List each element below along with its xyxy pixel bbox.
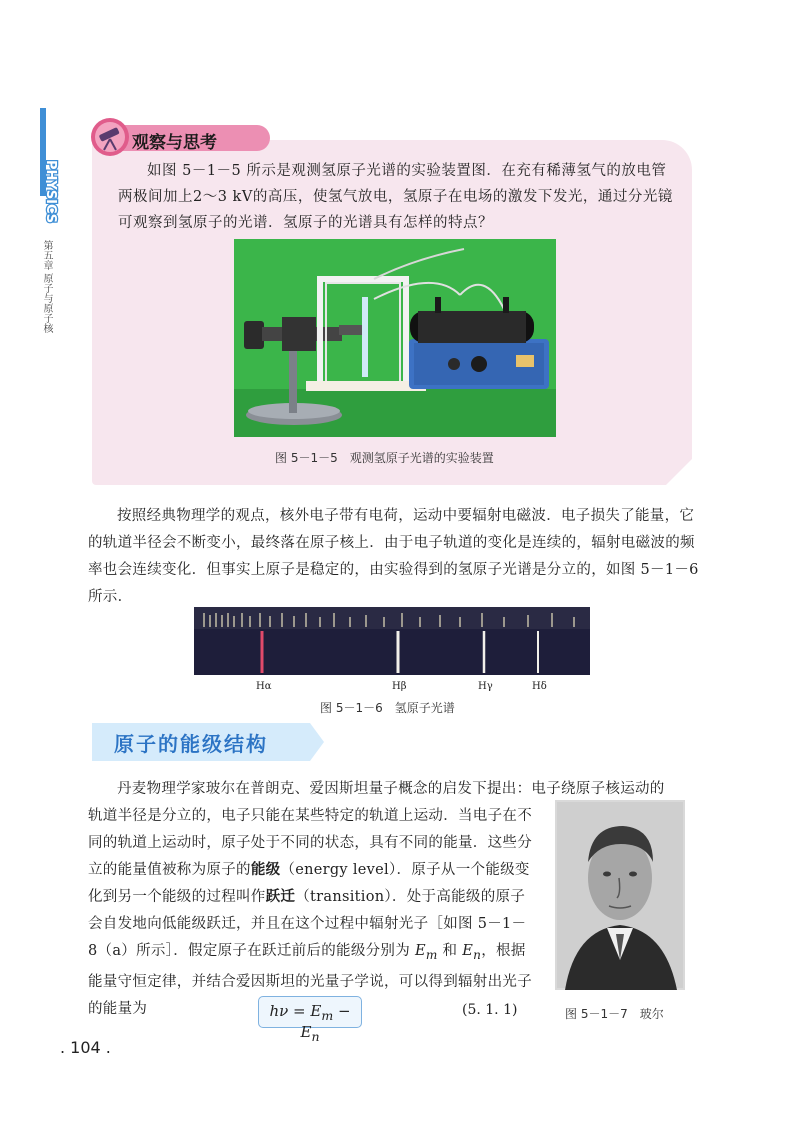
- figure-5-1-7-caption: 图 5－1－7 玻尔: [565, 1007, 664, 1021]
- hydrogen-spectrum-apparatus-photo: [234, 239, 556, 437]
- bohr-body-b: （energy level）．原子从一个能级变化到另一个能级的过程叫作: [88, 862, 530, 905]
- chapter-label: 第五章 原子与原子核: [41, 240, 52, 334]
- page-number: . 104 .: [60, 1038, 111, 1057]
- h-alpha-label: Hα: [256, 681, 272, 692]
- bohr-body-d: ，根据能量守恒定律，并结合爱因斯坦的光量子学说，可以得到辐射出光子的能量为: [88, 943, 532, 1017]
- energy-em: $E_m$: [414, 943, 438, 962]
- section-title: 原子的能级结构: [114, 732, 268, 756]
- h-delta-label: Hδ: [532, 681, 547, 692]
- paragraph-bohr-body: [88, 803, 533, 1023]
- equation-hv: $h\nu = E_m - E_n$: [269, 1002, 351, 1044]
- figure-5-1-6-caption: 图 5－1－6 氢原子光谱: [320, 701, 455, 715]
- bohr-portrait: [555, 800, 685, 990]
- paragraph-classical-physics: 按照经典物理学的观点，核外电子带有电荷，运动中要辐射电磁波．电子损失了能量，它的轨道半径会不断变小，最终落在原子核上．由于电子轨道的变化是连续的，辐射电磁波的频率也会连续变化．但事实上原子是稳定的，由实验得到的氢原子光谱是分立的，如图 5－1－6 所示．: [88, 508, 699, 605]
- bohr-body-c: （transition）．处于高能级的原子会自发地向低能级跃迁，并且在这个过程中辐射光子［如图 5－1－8（a）所示］．假定原子在跃迁前后的能级分别为: [88, 889, 527, 959]
- observe-title: 观察与思考: [132, 133, 217, 153]
- telescope-icon: [90, 117, 130, 157]
- bohr-body-a: 轨道半径是分立的，电子只能在某些特定的轨道上运动．当电子在不同的轨道上运动时，原子处于不同的状态，具有不同的能量．这些分立的能量值被称为原子的: [88, 808, 532, 878]
- hydrogen-spectrum-image: [194, 607, 590, 697]
- paragraph-bohr-line1: 丹麦物理学家玻尔在普朗克、爱因斯坦量子概念的启发下提出：电子绕原子核运动的: [117, 781, 665, 797]
- keyword-energy-level: 能级: [250, 862, 281, 878]
- energy-en: $E_n$: [462, 943, 482, 962]
- keyword-transition: 跃迁: [265, 889, 296, 905]
- observe-text: 如图 5－1－5 所示是观测氢原子光谱的实验装置图．在充有稀薄氢气的放电管两极间加上2～3 kV的高压，使氢气放电，氢原子在电场的激发下发光，通过分光镜可观察到氢原子的光谱．氢原子的光谱具有怎样的特点？: [118, 163, 673, 231]
- and-word: 和: [442, 943, 458, 959]
- h-gamma-label: Hγ: [478, 681, 493, 692]
- h-beta-label: Hβ: [392, 681, 407, 692]
- figure-5-1-5-caption: 图 5－1－5 观测氢原子光谱的实验装置: [275, 451, 494, 465]
- equation-number: (5. 1. 1): [462, 1002, 518, 1018]
- equation-box: [258, 996, 362, 1044]
- physics-label-text: PHYSICS: [43, 160, 58, 224]
- section-heading: [92, 723, 327, 761]
- physics-label: [30, 160, 56, 240]
- observe-think-header: [90, 117, 290, 157]
